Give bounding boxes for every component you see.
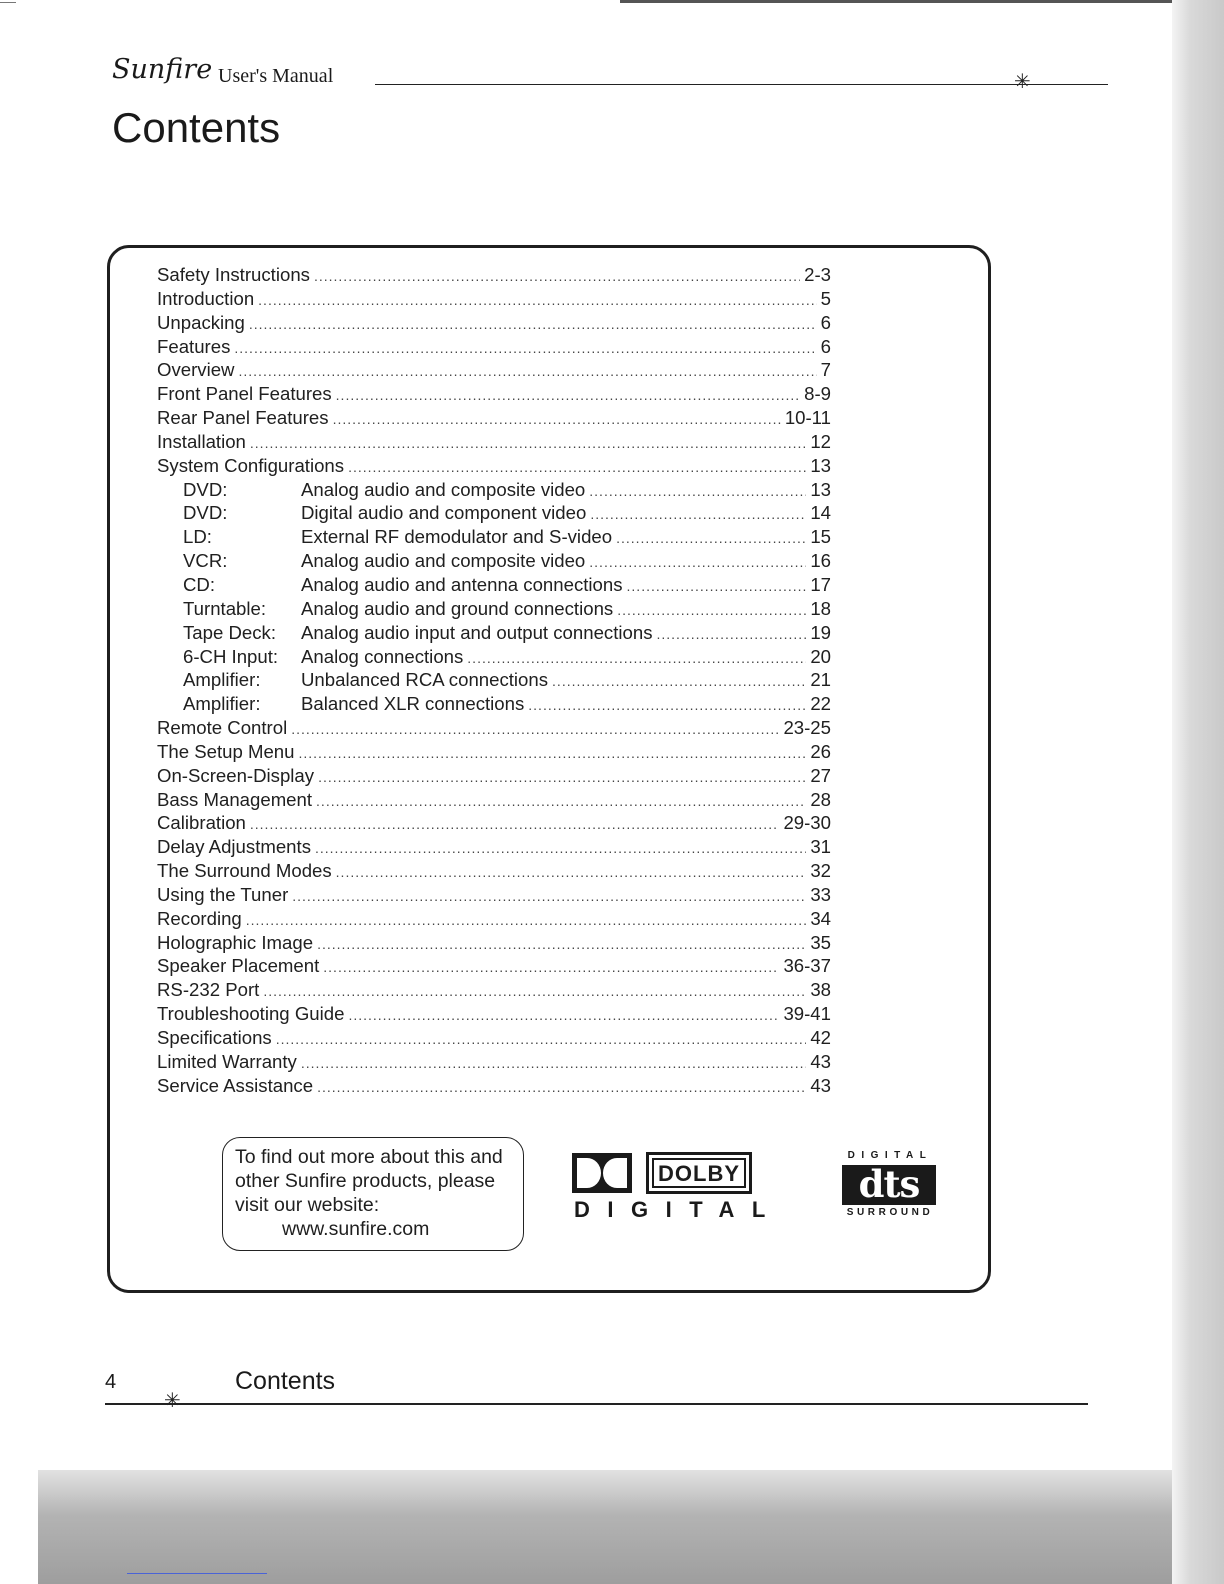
toc-entry-page: 21	[810, 669, 831, 691]
toc-entry-page: 32	[810, 860, 831, 882]
dot-leader	[617, 599, 806, 623]
toc-entry[interactable]	[157, 954, 831, 978]
toc-subentry[interactable]	[157, 621, 831, 645]
dot-leader	[323, 956, 779, 980]
toc-entry-page: 36-37	[783, 955, 831, 977]
scan-mark	[0, 2, 16, 3]
dot-leader	[590, 503, 806, 527]
dot-leader	[316, 790, 806, 814]
brand-name: Sunfire	[112, 54, 213, 85]
dot-leader	[336, 384, 800, 408]
toc-entry-page: 7	[820, 359, 831, 381]
toc-entry-page: 18	[810, 597, 831, 619]
dot-leader	[589, 480, 806, 504]
dolby-digital-text: DIGITAL	[574, 1197, 783, 1222]
website-note-line: visit our website:	[235, 1194, 380, 1216]
toc-entry[interactable]	[157, 764, 831, 788]
running-header	[112, 54, 1108, 94]
toc-entry[interactable]	[157, 740, 831, 764]
toc-entry-title: Analog audio input and output connections	[301, 621, 653, 643]
manual-label: User's Manual	[218, 65, 334, 87]
dot-leader	[657, 623, 807, 647]
toc-entry-page: 35	[810, 931, 831, 953]
toc-entry-title: Calibration	[157, 812, 246, 834]
dot-leader	[291, 718, 779, 742]
toc-entry[interactable]	[157, 907, 831, 931]
toc-subentry-label: DVD:	[183, 502, 228, 524]
scan-top-edge	[620, 0, 1172, 3]
dot-leader	[317, 933, 806, 957]
toc-entry-page: 26	[810, 740, 831, 762]
toc-entry-title: Troubleshooting Guide	[157, 1003, 345, 1025]
toc-entry-title: Recording	[157, 907, 242, 929]
toc-entry[interactable]	[157, 454, 831, 478]
toc-entry-title: Digital audio and component video	[301, 502, 587, 524]
scan-link-underline	[127, 1573, 267, 1574]
dot-leader	[318, 766, 806, 790]
dot-leader	[298, 742, 806, 766]
toc-entry-title: Installation	[157, 430, 246, 452]
toc-entry-title: On-Screen-Display	[157, 764, 315, 786]
toc-entry-title: Overview	[157, 359, 235, 381]
toc-entry[interactable]	[157, 335, 831, 359]
dolby-wordmark: DOLBY	[652, 1158, 746, 1188]
toc-subentry[interactable]	[157, 692, 831, 716]
toc-entry-page: 42	[810, 1027, 831, 1048]
toc-entry-title: Analog connections	[301, 645, 464, 667]
footer-rule	[105, 1403, 1088, 1405]
dot-leader	[301, 1052, 806, 1076]
toc-subentry[interactable]	[157, 525, 831, 549]
dot-leader	[589, 551, 806, 575]
dot-leader	[528, 694, 806, 718]
dot-leader	[348, 1004, 779, 1028]
website-note-line: other Sunfire products, please	[235, 1170, 496, 1192]
dot-leader	[249, 313, 817, 337]
toc-entry-title: Introduction	[157, 287, 255, 309]
toc-entry[interactable]	[157, 287, 831, 311]
dot-leader	[333, 408, 781, 432]
toc-entry-page: 20	[810, 645, 831, 667]
website-note	[222, 1137, 524, 1251]
toc-subentry[interactable]	[157, 645, 831, 669]
dot-leader	[250, 813, 780, 837]
scan-bottom-band	[38, 1470, 1172, 1584]
toc-entry-page: 5	[820, 287, 831, 309]
toc-entry-page: 28	[810, 788, 831, 810]
toc-entry-title: Holographic Image	[157, 931, 314, 953]
toc-entry-title: RS-232 Port	[157, 979, 260, 1001]
page-title: Contents	[112, 104, 281, 151]
toc-entry[interactable]	[157, 430, 831, 454]
dolby-wordmark-box	[646, 1152, 752, 1194]
toc-subentry-label: 6-CH Input:	[183, 645, 279, 667]
toc-entry-page: 6	[820, 311, 831, 333]
toc-entry-page: 22	[810, 693, 831, 715]
dot-leader	[234, 337, 816, 361]
toc-subentry-label: Tape Deck:	[183, 621, 277, 643]
dot-leader	[239, 360, 817, 384]
toc-subentry[interactable]	[157, 597, 831, 621]
toc-subentry[interactable]	[157, 573, 831, 597]
toc-entry-title: Specifications	[157, 1027, 272, 1048]
dot-leader	[315, 837, 806, 861]
dot-leader	[263, 980, 806, 1004]
toc-entry-title: System Configurations	[157, 454, 345, 476]
toc-subentry[interactable]	[157, 478, 831, 502]
toc-entry[interactable]	[157, 811, 831, 835]
toc-entry-title: Limited Warranty	[157, 1050, 297, 1072]
table-of-contents	[157, 263, 831, 1098]
toc-subentry-label: VCR:	[183, 550, 228, 572]
dot-leader	[317, 1076, 806, 1100]
dts-surround-logo	[840, 1150, 940, 1222]
toc-entry-page: 39-41	[783, 1003, 831, 1025]
toc-entry-title: Speaker Placement	[157, 955, 320, 977]
scan-right-edge	[1172, 0, 1224, 1584]
star-icon: ✳	[1014, 71, 1031, 93]
toc-subentry[interactable]	[157, 501, 831, 525]
toc-entry-page: 38	[810, 979, 831, 1001]
toc-entry-title: External RF demodulator and S-video	[301, 526, 613, 548]
dot-leader	[552, 670, 806, 694]
dot-leader	[258, 289, 816, 313]
toc-entry[interactable]	[157, 406, 831, 430]
toc-subentry-label: Amplifier:	[183, 669, 261, 691]
toc-entry-title: Rear Panel Features	[157, 407, 329, 429]
toc-entry[interactable]	[157, 788, 831, 812]
dot-leader	[616, 527, 806, 551]
toc-entry[interactable]	[157, 358, 831, 382]
toc-entry[interactable]	[157, 1074, 831, 1098]
website-url[interactable]: www.sunfire.com	[282, 1218, 430, 1240]
toc-entry-title: Front Panel Features	[157, 383, 332, 405]
toc-entry-page: 29-30	[783, 812, 831, 834]
toc-entry-page: 27	[810, 764, 831, 786]
toc-entry-page: 34	[810, 907, 831, 929]
toc-entry[interactable]	[157, 835, 831, 859]
dot-leader	[467, 647, 806, 671]
toc-entry-page: 33	[810, 883, 831, 905]
toc-entry-title: The Setup Menu	[157, 740, 295, 762]
toc-entry-title: Balanced XLR connections	[301, 693, 525, 715]
toc-entry-title: Remote Control	[157, 717, 288, 739]
toc-entry-title: Analog audio and composite video	[301, 478, 586, 500]
dot-leader	[246, 909, 807, 933]
toc-entry-page: 23-25	[783, 717, 831, 739]
toc-entry-page: 15	[810, 526, 831, 548]
toc-entry-title: Analog audio and antenna connections	[301, 573, 623, 595]
toc-entry-title: Unbalanced RCA connections	[301, 669, 549, 691]
toc-subentry-label: DVD:	[183, 478, 228, 500]
toc-entry-page: 14	[810, 502, 831, 524]
dot-leader	[314, 265, 800, 289]
toc-entry-page: 10-11	[784, 407, 831, 429]
toc-entry-title: The Surround Modes	[157, 860, 332, 882]
toc-entry[interactable]	[157, 883, 831, 907]
toc-entry[interactable]	[157, 716, 831, 740]
toc-entry-title: Analog audio and composite video	[301, 550, 586, 572]
toc-entry[interactable]	[157, 1050, 831, 1074]
footer-section-title: Contents	[235, 1367, 336, 1395]
dot-leader	[336, 861, 807, 885]
toc-entry-title: Service Assistance	[157, 1074, 314, 1096]
star-icon: ✳	[164, 1390, 181, 1412]
toc-entry-title: Unpacking	[157, 311, 245, 333]
toc-entry-title: Analog audio and ground connections	[301, 597, 614, 619]
toc-entry-title: Using the Tuner	[157, 883, 289, 905]
dot-leader	[276, 1028, 807, 1052]
toc-entry-title: Features	[157, 335, 231, 357]
toc-entry-page: 6	[820, 335, 831, 357]
dts-bottom-text: SURROUND	[846, 1207, 934, 1218]
toc-entry-title: Delay Adjustments	[157, 836, 311, 858]
toc-entry-page: 17	[810, 573, 831, 595]
toc-entry-title: Bass Management	[157, 788, 313, 810]
toc-subentry[interactable]	[157, 668, 831, 692]
toc-entry[interactable]	[157, 382, 831, 406]
toc-subentry-label: CD:	[183, 573, 216, 595]
page-number: 4	[105, 1371, 117, 1393]
toc-entry-page: 31	[810, 836, 831, 858]
website-note-line: To find out more about this and	[235, 1146, 503, 1168]
toc-entry-page: 13	[810, 478, 831, 500]
header-rule	[375, 84, 1108, 85]
toc-entry-page: 43	[810, 1050, 831, 1072]
toc-entry-page: 43	[810, 1074, 831, 1096]
toc-entry-page: 19	[810, 621, 831, 643]
dot-leader	[250, 432, 806, 456]
dts-wordmark: dts	[842, 1165, 936, 1205]
dot-leader	[292, 885, 806, 909]
toc-entry-title: Safety Instructions	[157, 264, 310, 285]
toc-entry[interactable]	[157, 978, 831, 1002]
toc-subentry-label: LD:	[183, 526, 212, 548]
toc-entry[interactable]	[157, 931, 831, 955]
toc-entry[interactable]	[157, 263, 831, 287]
toc-subentry-label: Amplifier:	[183, 693, 261, 715]
toc-subentry[interactable]	[157, 549, 831, 573]
toc-entry-page: 12	[810, 430, 831, 452]
toc-entry-page: 13	[810, 454, 831, 476]
dot-leader	[348, 456, 806, 480]
toc-subentry-label: Turntable:	[183, 597, 267, 619]
toc-entry-page: 2-3	[804, 264, 831, 285]
double-d-icon	[572, 1153, 632, 1193]
toc-entry[interactable]	[157, 859, 831, 883]
toc-entry[interactable]	[157, 1002, 831, 1026]
dts-top-text: DIGITAL	[847, 1150, 933, 1161]
toc-entry-page: 8-9	[804, 383, 831, 405]
toc-entry[interactable]	[157, 1026, 831, 1050]
dot-leader	[627, 575, 807, 599]
toc-entry-page: 16	[810, 550, 831, 572]
dolby-digital-logo	[572, 1151, 783, 1222]
toc-entry[interactable]	[157, 311, 831, 335]
